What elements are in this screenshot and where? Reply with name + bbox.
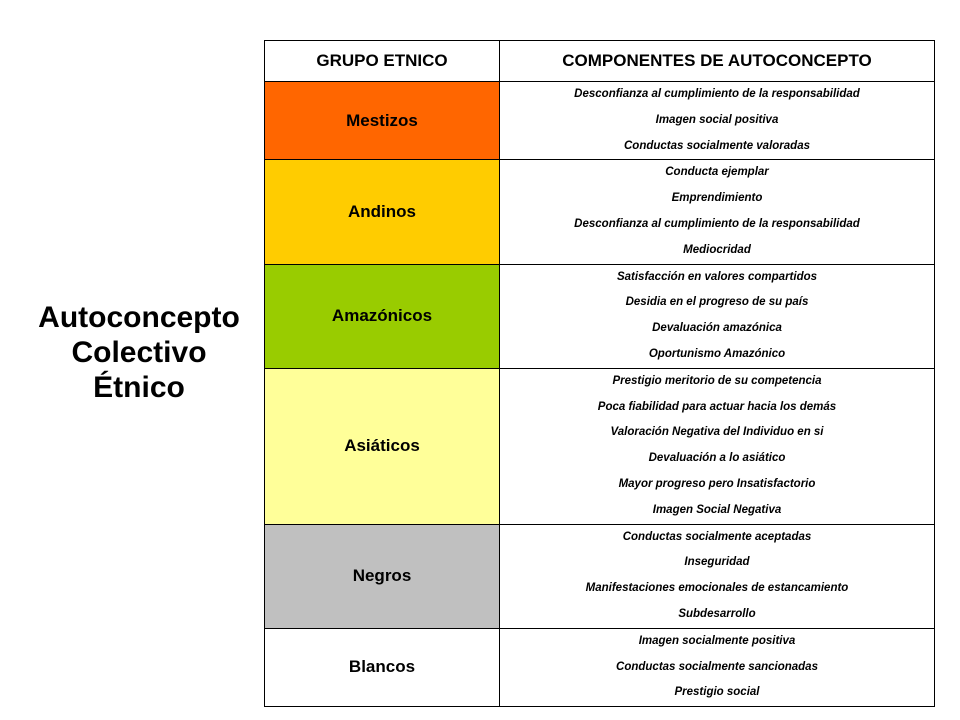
components-cell <box>500 368 935 524</box>
ethnic-group-cell: Blancos <box>265 628 500 706</box>
table-body <box>265 82 935 707</box>
component-item: Mayor progreso pero Insatisfactorio <box>618 477 816 490</box>
component-item: Poca fiabilidad para actuar hacia los demás <box>597 400 837 413</box>
component-item: Conductas socialmente valoradas <box>624 139 810 152</box>
component-item: Subdesarrollo <box>678 607 756 620</box>
component-item: Conductas socialmente aceptadas <box>622 530 812 543</box>
components-cell <box>500 160 935 264</box>
side-title-line: Autoconcepto <box>38 301 240 334</box>
ethnic-group-cell: Mestizos <box>265 82 500 160</box>
side-title <box>14 300 264 405</box>
header-components: COMPONENTES DE AUTOCONCEPTO <box>500 41 935 82</box>
component-item: Conducta ejemplar <box>665 166 769 179</box>
components-list <box>500 629 934 706</box>
ethnic-group-table <box>264 40 935 707</box>
header-group: GRUPO ETNICO <box>265 41 500 82</box>
table-row <box>265 82 935 160</box>
component-item: Valoración Negativa del Individuo en si <box>610 426 824 439</box>
components-list <box>500 369 934 524</box>
component-item: Imagen Social Negativa <box>652 503 782 516</box>
component-item: Oportunismo Amazónico <box>648 347 786 360</box>
component-item: Desconfianza al cumplimiento de la responsabilidad <box>574 217 860 230</box>
ethnic-group-cell: Andinos <box>265 160 500 264</box>
component-item: Satisfacción en valores compartidos <box>616 270 818 283</box>
table-header-row <box>265 41 935 82</box>
components-cell <box>500 82 935 160</box>
components-cell <box>500 264 935 368</box>
table-row <box>265 368 935 524</box>
component-item: Mediocridad <box>683 243 751 256</box>
ethnic-group-cell: Negros <box>265 524 500 628</box>
table-row <box>265 628 935 706</box>
components-list <box>500 82 934 159</box>
components-list <box>500 525 934 628</box>
component-item: Devaluación a lo asiático <box>648 452 786 465</box>
components-cell <box>500 628 935 706</box>
components-cell <box>500 524 935 628</box>
component-item: Prestigio social <box>674 686 760 699</box>
table-row <box>265 264 935 368</box>
table-row <box>265 160 935 264</box>
side-title-line: Étnico <box>93 371 185 404</box>
component-item: Imagen socialmente positiva <box>638 634 796 647</box>
component-item: Prestigio meritorio de su competencia <box>612 374 822 387</box>
component-item: Imagen social positiva <box>655 113 779 126</box>
component-item: Devaluación amazónica <box>652 322 782 335</box>
components-list <box>500 265 934 368</box>
side-title-line: Colectivo <box>71 336 207 369</box>
components-list <box>500 160 934 263</box>
component-item: Desidia en el progreso de su país <box>625 296 809 309</box>
ethnic-group-cell: Amazónicos <box>265 264 500 368</box>
component-item: Conductas socialmente sancionadas <box>616 660 818 673</box>
component-item: Manifestaciones emocionales de estancamiento <box>585 582 849 595</box>
table-row <box>265 524 935 628</box>
component-item: Inseguridad <box>684 556 750 569</box>
ethnic-group-cell: Asiáticos <box>265 368 500 524</box>
component-item: Emprendimiento <box>671 192 763 205</box>
component-item: Desconfianza al cumplimiento de la responsabilidad <box>574 88 860 100</box>
